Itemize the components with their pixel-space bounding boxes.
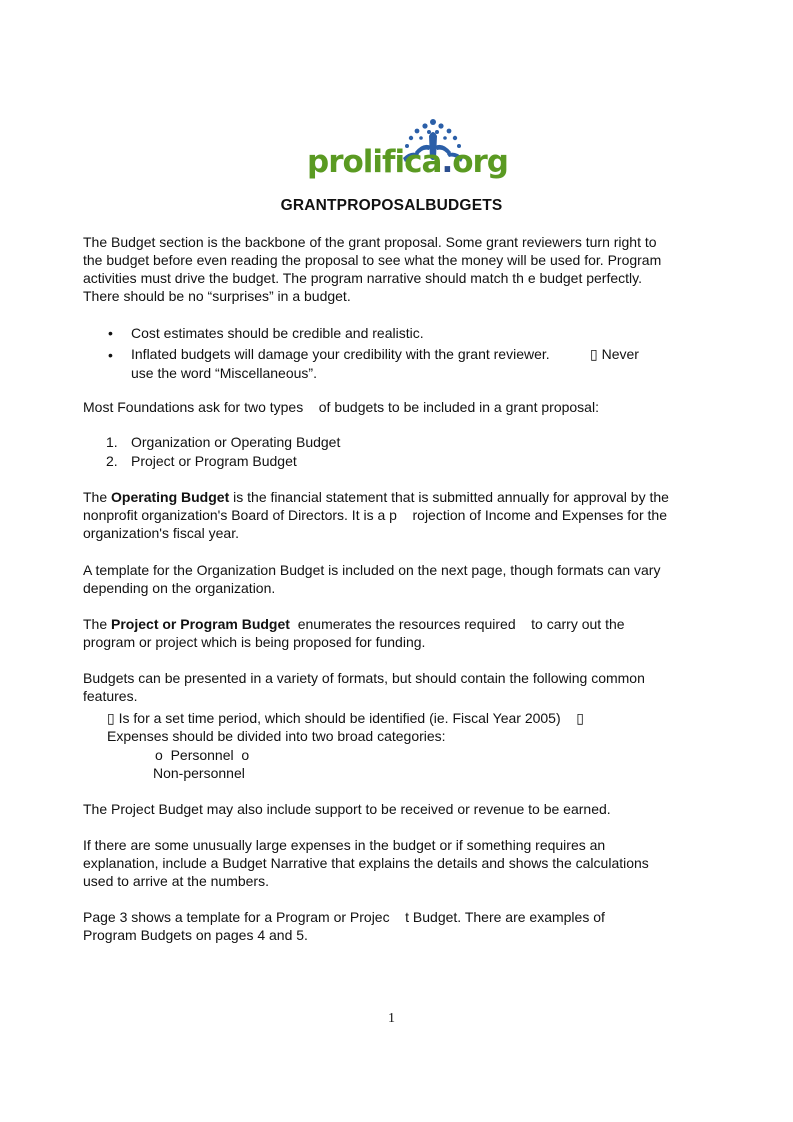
operating-description: is the financial statement that is submitted annually for approval by the nonprofit organization's Board of Directors. It is a p rojection of Income and Expenses for the organization's fiscal year. [83,489,673,541]
operating-budget-paragraph [83,488,673,542]
bullet-item-never-text: Never [597,346,639,362]
list-item-project-budget: Project or Program Budget [131,453,297,469]
bullet-item-cost: Cost estimates should be credible and realistic. [131,325,424,341]
feature-personnel: o Personnel o [155,747,250,763]
list-number: 1. [106,434,118,450]
missing-glyph-icon: ▯ [107,710,115,726]
missing-glyph-icon: ▯ [590,346,598,362]
formats-paragraph: Budgets can be presented in a variety of formats, but should contain the following common features. [83,670,645,704]
foundations-paragraph: Most Foundations ask for two types of budgets to be included in a grant proposal: [83,399,599,415]
logo-text-dot: . [441,144,453,180]
project-lead: The [83,616,112,632]
support-paragraph: The Project Budget may also include support to be received or revenue to be earned. [83,801,611,817]
project-budget-term: Project or Program Budget [111,616,290,632]
narrative-paragraph: If there are some unusually large expenses in the budget or if something requires an explanation, include a Budget Narrative that explains the details and shows the calculations used to arrive at the numbers. [83,837,649,889]
intro-paragraph: The Budget section is the backbone of the grant proposal. Some grant reviewers turn right to the budget before even reading the proposal to see what the money will be used for. Program activities must drive the budget. The program narrative should match th e budget perfectly. There should be no “surprises” in a budget. [83,234,662,304]
operating-lead: The [83,489,112,505]
project-budget-paragraph [83,615,673,651]
prolifica-logo [305,118,508,182]
list-number: 2. [106,453,118,469]
document-title: GRANTPROPOSALBUDGETS [280,197,503,214]
bullet-item-never [590,345,639,363]
feature-time-period-text: Is for a set time period, which should be identified (ie. Fiscal Year 2005) [114,710,577,726]
bullet-marker: • [108,325,113,341]
operating-budget-term: Operating Budget [111,489,230,505]
logo-text-org: org [452,144,508,180]
page3-paragraph: Page 3 shows a template for a Program or Projec t Budget. There are examples of Program Budgets on pages 4 and 5. [83,909,609,943]
list-item-organization-budget: Organization or Operating Budget [131,434,341,450]
bullet-marker: • [108,347,113,363]
template-note-paragraph: A template for the Organization Budget is included on the next page, though formats can vary depending on the organization. [83,562,661,596]
logo-text-prolifica: prolifica [307,144,442,180]
feature-non-personnel: Non-personnel [153,765,245,781]
project-description: enumerates the resources required to carry out the program or project which is being proposed for funding. [83,616,629,650]
logo-wordmark [307,144,508,180]
missing-glyph-icon: ▯ [576,710,584,726]
bullet-item-miscellaneous: use the word “Miscellaneous”. [131,365,317,381]
feature-expenses: Expenses should be divided into two broad categories: [107,728,446,744]
feature-time-period [107,709,584,727]
page-number: 1 [388,1011,395,1026]
bullet-item-inflated: Inflated budgets will damage your credibility with the grant reviewer. [131,346,550,362]
